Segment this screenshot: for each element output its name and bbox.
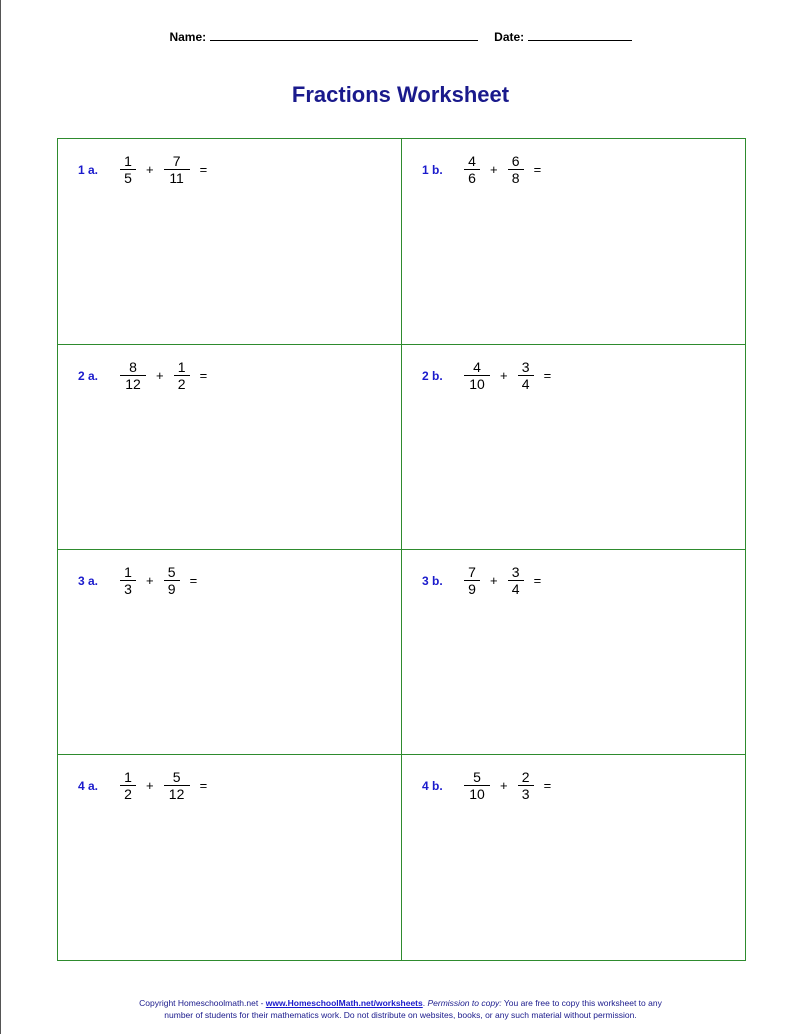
fraction-a bbox=[118, 564, 138, 597]
problem-cell bbox=[58, 550, 402, 755]
problem-label: 1 a. bbox=[78, 162, 99, 177]
fraction-a bbox=[462, 359, 492, 392]
fraction-b bbox=[162, 769, 192, 802]
fraction-denominator: 12 bbox=[168, 786, 185, 802]
fraction-a bbox=[118, 359, 148, 392]
problem bbox=[78, 769, 207, 802]
problem-cell bbox=[58, 139, 402, 345]
fraction-numerator: 7 bbox=[172, 153, 181, 169]
fraction-numerator: 4 bbox=[473, 359, 481, 375]
fraction-a bbox=[462, 769, 492, 802]
fraction-denominator: 2 bbox=[124, 786, 132, 802]
problem-label: 4 b. bbox=[422, 778, 443, 793]
fraction-b bbox=[506, 564, 526, 597]
plus-operator: + bbox=[146, 778, 154, 793]
problem-cell bbox=[402, 139, 745, 345]
fraction-denominator: 3 bbox=[124, 581, 132, 597]
problem-cell bbox=[402, 755, 745, 960]
fraction-denominator: 11 bbox=[169, 170, 184, 186]
equals-sign: = bbox=[189, 573, 198, 588]
plus-operator: + bbox=[156, 368, 164, 383]
problem bbox=[422, 564, 541, 597]
problem-grid bbox=[57, 138, 746, 961]
equals-sign: = bbox=[533, 573, 542, 588]
equals-sign: = bbox=[199, 368, 208, 383]
problem-cell bbox=[58, 345, 402, 550]
permission-text: You are free to copy this worksheet to any bbox=[501, 998, 662, 1008]
problem-label: 3 b. bbox=[422, 573, 443, 588]
fraction-denominator: 9 bbox=[468, 581, 476, 597]
fraction-numerator: 1 bbox=[124, 564, 132, 580]
fraction-denominator: 3 bbox=[521, 786, 530, 802]
copyright-text: Copyright Homeschoolmath.net - bbox=[139, 998, 266, 1008]
date-field[interactable] bbox=[528, 30, 632, 41]
name-label: Name: bbox=[169, 30, 207, 44]
fraction-denominator: 4 bbox=[511, 581, 520, 597]
fraction-numerator: 3 bbox=[511, 564, 520, 580]
problem-label: 1 b. bbox=[422, 162, 443, 177]
footer-separator: . bbox=[422, 998, 428, 1008]
fraction-b bbox=[162, 153, 192, 186]
fraction-denominator: 12 bbox=[125, 376, 141, 392]
fraction-b bbox=[172, 359, 192, 392]
fraction-numerator: 5 bbox=[172, 769, 181, 785]
problem bbox=[78, 153, 207, 186]
problem-cell bbox=[402, 550, 745, 755]
equals-sign: = bbox=[543, 368, 552, 383]
problem bbox=[78, 564, 197, 597]
fraction-denominator: 6 bbox=[468, 170, 476, 186]
name-date-line bbox=[0, 30, 801, 44]
fraction-b bbox=[516, 359, 536, 392]
worksheets-link[interactable]: www.HomeschoolMath.net/worksheets bbox=[265, 998, 423, 1008]
fraction-numerator: 5 bbox=[473, 769, 481, 785]
problem-label: 2 a. bbox=[78, 368, 99, 383]
problem bbox=[422, 769, 551, 802]
fraction-numerator: 7 bbox=[468, 564, 476, 580]
problem bbox=[78, 359, 207, 392]
fraction-b bbox=[506, 153, 526, 186]
equals-sign: = bbox=[199, 162, 208, 177]
fraction-denominator: 4 bbox=[521, 376, 530, 392]
fraction-numerator: 1 bbox=[177, 359, 186, 375]
problem-label: 2 b. bbox=[422, 368, 443, 383]
fraction-b bbox=[516, 769, 536, 802]
fraction-numerator: 6 bbox=[511, 153, 520, 169]
fraction-numerator: 4 bbox=[468, 153, 476, 169]
footer bbox=[0, 997, 801, 1021]
fraction-numerator: 3 bbox=[521, 359, 530, 375]
equals-sign: = bbox=[543, 778, 552, 793]
problem-label: 4 a. bbox=[78, 778, 99, 793]
equals-sign: = bbox=[533, 162, 542, 177]
fraction-b bbox=[162, 564, 182, 597]
fraction-a bbox=[462, 153, 482, 186]
plus-operator: + bbox=[490, 573, 498, 588]
fraction-denominator: 10 bbox=[469, 376, 485, 392]
problem-cell bbox=[402, 345, 745, 550]
permission-text-line2: number of students for their mathematics work. Do not distribute on websites, books, or any such material without permission. bbox=[164, 1010, 637, 1020]
problem-label: 3 a. bbox=[78, 573, 99, 588]
plus-operator: + bbox=[490, 162, 498, 177]
equals-sign: = bbox=[199, 778, 208, 793]
fraction-denominator: 5 bbox=[124, 170, 132, 186]
fraction-denominator: 9 bbox=[167, 581, 176, 597]
fraction-numerator: 1 bbox=[124, 153, 132, 169]
fraction-numerator: 1 bbox=[124, 769, 132, 785]
name-field[interactable] bbox=[210, 30, 478, 41]
fraction-denominator: 10 bbox=[469, 786, 485, 802]
fraction-a bbox=[118, 153, 138, 186]
permission-label: Permission to copy: bbox=[427, 998, 502, 1008]
problem bbox=[422, 359, 551, 392]
plus-operator: + bbox=[500, 778, 508, 793]
page-edge bbox=[0, 0, 1, 1034]
fraction-denominator: 8 bbox=[511, 170, 520, 186]
plus-operator: + bbox=[146, 573, 154, 588]
fraction-numerator: 2 bbox=[521, 769, 530, 785]
plus-operator: + bbox=[146, 162, 154, 177]
worksheet-title: Fractions Worksheet bbox=[291, 82, 510, 107]
problem-cell bbox=[58, 755, 402, 960]
fraction-denominator: 2 bbox=[177, 376, 186, 392]
problem bbox=[422, 153, 541, 186]
plus-operator: + bbox=[500, 368, 508, 383]
fraction-a bbox=[462, 564, 482, 597]
date-label: Date: bbox=[494, 30, 525, 44]
fraction-a bbox=[118, 769, 138, 802]
fraction-numerator: 8 bbox=[129, 359, 137, 375]
fraction-numerator: 5 bbox=[167, 564, 176, 580]
